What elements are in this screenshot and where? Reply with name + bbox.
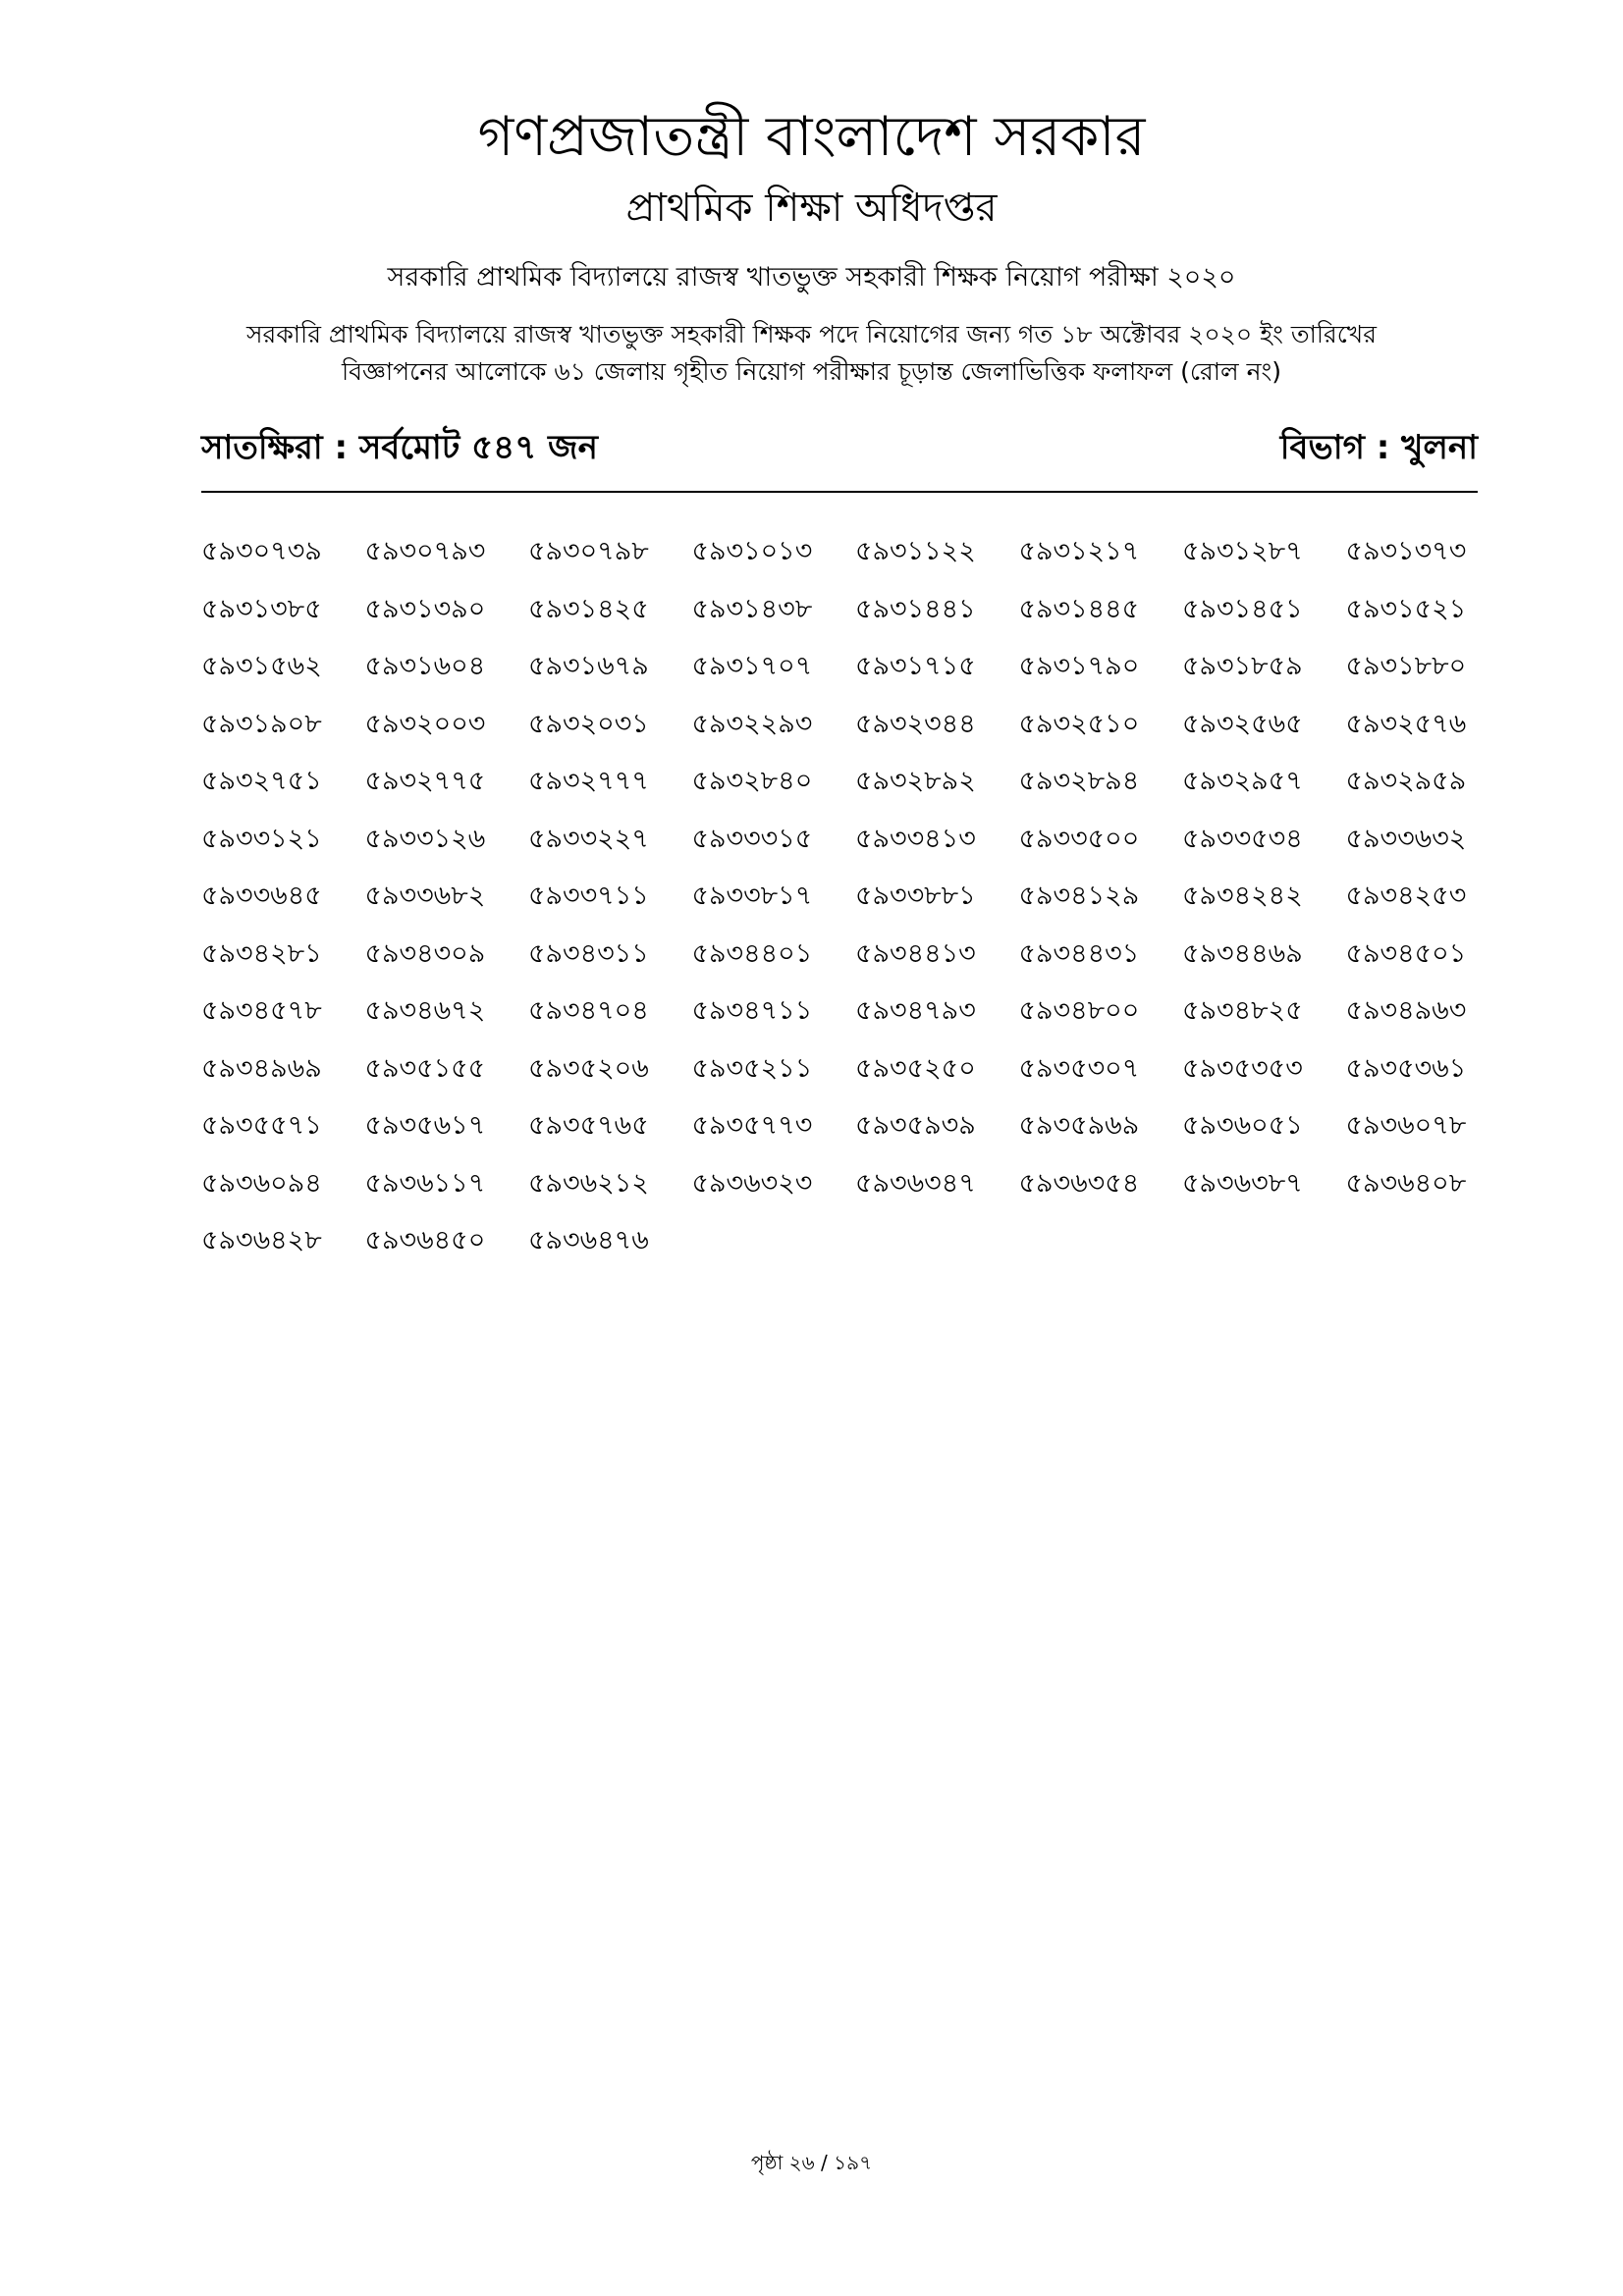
roll-number: ৫৯৩৪২৪২ <box>1182 881 1303 911</box>
division-heading: বিভাগ : খুলনা <box>1279 428 1478 467</box>
roll-number: ৫৯৩৬৪০৮ <box>1345 1167 1467 1199</box>
district-heading: সাতক্ষিরা : সর্বমোট ৫৪৭ জন <box>201 428 598 467</box>
roll-number: ৫৯৩৫৩৬১ <box>1345 1052 1467 1084</box>
roll-number: ৫৯৩২৫১০ <box>1018 708 1140 739</box>
page-title: গণপ্রজাতন্ত্রী বাংলাদেশ সরকার <box>477 105 1146 169</box>
roll-number: ৫৯৩৬১১৭ <box>364 1167 486 1199</box>
roll-number: ৫৯৩২৮৯৪ <box>1018 766 1140 796</box>
roll-number: ৫৯৩৪২৫৩ <box>1345 881 1467 911</box>
roll-number: ৫৯৩১৬৭৯ <box>528 651 649 681</box>
roll-number: ৫৯৩৫৯৬৯ <box>1018 1110 1140 1141</box>
roll-number: ৫৯৩৬৩৪৭ <box>855 1167 976 1199</box>
roll-number: ৫৯৩৫৩৫৩ <box>1182 1052 1303 1084</box>
roll-number: ৫৯৩৩২২৭ <box>528 823 649 854</box>
roll-number: ৫৯৩১৪৪১ <box>855 593 976 624</box>
roll-number: ৫৯৩৬৪৫০ <box>364 1225 486 1255</box>
roll-number: ৫৯৩৪৫০১ <box>1345 937 1467 969</box>
roll-number: ৫৯৩৪৪৩১ <box>1018 937 1140 969</box>
roll-number: ৫৯৩৫৫৭১ <box>201 1110 322 1141</box>
roll-number: ৫৯৩০৭৩৯ <box>201 536 322 566</box>
department-name: প্রাথমিক শিক্ষা অধিদপ্তর <box>625 186 998 231</box>
roll-number: ৫৯৩১৩৭৩ <box>1345 536 1467 566</box>
roll-number: ৫৯৩১৪৫১ <box>1182 593 1303 624</box>
roll-number: ৫৯৩৪৯৬৯ <box>201 1052 322 1084</box>
roll-number: ৫৯৩১৪৩৮ <box>691 593 813 624</box>
roll-number: ৫৯৩৬৪২৮ <box>201 1225 322 1255</box>
roll-number: ৫৯৩৪২৮১ <box>201 937 322 969</box>
roll-number: ৫৯৩২০৩১ <box>528 708 649 739</box>
roll-number: ৫৯৩১৪২৫ <box>528 593 649 624</box>
roll-number: ৫৯৩৫৭৬৫ <box>528 1110 649 1141</box>
roll-number: ৫৯৩১১২২ <box>855 536 976 566</box>
roll-number: ৫৯৩১০১৩ <box>691 536 813 566</box>
roll-number: ৫৯৩৬৪৭৬ <box>528 1225 649 1255</box>
roll-number: ৫৯৩৩৫৩৪ <box>1182 823 1303 854</box>
roll-number: ৫৯৩৩১২৬ <box>364 823 486 854</box>
description-line-2: বিজ্ঞাপনের আলোকে ৬১ জেলায় গৃহীত নিয়োগ পরীক্ষার চূড়ান্ত জেলাভিত্তিক ফলাফল (রোল নং) <box>341 357 1282 386</box>
roll-number: ৫৯৩৪৮২৫ <box>1182 995 1303 1026</box>
roll-number: ৫৯৩৪৩০৯ <box>364 937 486 969</box>
roll-number: ৫৯৩৪৯৬৩ <box>1345 995 1467 1026</box>
roll-number: ৫৯৩৩৪১৩ <box>855 823 976 854</box>
roll-number: ৫৯৩২৮৯২ <box>855 766 976 796</box>
roll-number: ৫৯৩৪৪১৩ <box>855 937 976 969</box>
roll-number: ৫৯৩৫৭৭৩ <box>691 1110 813 1141</box>
roll-number: ৫৯৩৩৬৩২ <box>1345 823 1467 854</box>
roll-number: ৫৯৩৪১২৯ <box>1018 881 1140 911</box>
header-divider <box>201 491 1478 493</box>
roll-number: ৫৯৩৬২১২ <box>528 1167 649 1199</box>
description-line-1: সরকারি প্রাথমিক বিদ্যালয়ে রাজস্ব খাতভুক্ত সহকারী শিক্ষক পদে নিয়োগের জন্য গত ১৮ অক্টোবর ২০২০ ইং তারিখের <box>246 320 1377 348</box>
roll-number: ৫৯৩৬৩২৩ <box>691 1167 813 1199</box>
roll-number: ৫৯৩১৫২১ <box>1345 593 1467 624</box>
roll-number: ৫৯৩৫৬১৭ <box>364 1110 486 1141</box>
roll-number: ৫৯৩২২৯৩ <box>691 708 813 739</box>
roll-number: ৫৯৩৫১৫৫ <box>364 1052 486 1084</box>
roll-number: ৫৯৩১৭০৭ <box>691 651 813 681</box>
roll-number: ৫৯৩২৮৪০ <box>691 766 813 796</box>
roll-number: ৫৯৩৫৯৩৯ <box>855 1110 976 1141</box>
roll-number: ৫৯৩০৭৯৩ <box>364 536 486 566</box>
roll-number: ৫৯৩৩৩১৫ <box>691 823 813 854</box>
notice-description <box>137 316 1486 391</box>
roll-number: ৫৯৩২৯৫৭ <box>1182 766 1303 796</box>
roll-number: ৫৯৩১৩৮৫ <box>201 593 322 624</box>
roll-number: ৫৯৩১২১৭ <box>1018 536 1140 566</box>
roll-number: ৫৯৩২৫৬৫ <box>1182 708 1303 739</box>
roll-number: ৫৯৩২৭৫১ <box>201 766 322 796</box>
roll-number: ৫৯৩১৭১৫ <box>855 651 976 681</box>
roll-number: ৫৯৩১৭৯০ <box>1018 651 1140 681</box>
roll-number: ৫৯৩৬০৭৮ <box>1345 1110 1467 1141</box>
roll-number: ৫৯৩৩৭১১ <box>528 881 649 911</box>
roll-number: ৫৯৩১৮৮০ <box>1345 651 1467 681</box>
roll-number: ৫৯৩৪৬৭২ <box>364 995 486 1026</box>
roll-number: ৫৯৩৪৩১১ <box>528 937 649 969</box>
roll-number: ৫৯৩২৯৫৯ <box>1345 766 1467 796</box>
roll-number: ৫৯৩২৭৭৫ <box>364 766 486 796</box>
roll-number: ৫৯৩১৮৫৯ <box>1182 651 1303 681</box>
roll-number: ৫৯৩১৪৪৫ <box>1018 593 1140 624</box>
roll-number: ৫৯৩৩১২১ <box>201 823 322 854</box>
roll-number: ৫৯৩৩৮১৭ <box>691 881 813 911</box>
roll-number: ৫৯৩৬৩৮৭ <box>1182 1167 1303 1199</box>
roll-number: ৫৯৩৬০৯৪ <box>201 1167 322 1199</box>
roll-number: ৫৯৩৩৬৮২ <box>364 881 486 911</box>
roll-number: ৫৯৩২০০৩ <box>364 708 486 739</box>
roll-number: ৫৯৩৪৭০৪ <box>528 995 649 1026</box>
roll-number: ৫৯৩১২৮৭ <box>1182 536 1303 566</box>
roll-number: ৫৯৩১৩৯০ <box>364 593 486 624</box>
roll-number: ৫৯৩৪৭৯৩ <box>855 995 976 1026</box>
roll-number: ৫৯৩৫২৫০ <box>855 1052 976 1084</box>
roll-number: ৫৯৩৩৬৪৫ <box>201 881 322 911</box>
roll-number: ৫৯৩৩৫০০ <box>1018 823 1140 854</box>
roll-number: ৫৯৩৪৪৬৯ <box>1182 937 1303 969</box>
roll-number: ৫৯৩২৫৭৬ <box>1345 708 1467 739</box>
page-number: পৃষ্ঠা ২৬ / ১৯৭ <box>750 2151 873 2174</box>
roll-number: ৫৯৩০৭৯৮ <box>528 536 649 566</box>
roll-number: ৫৯৩২৭৭৭ <box>528 766 649 796</box>
roll-number: ৫৯৩৪৪০১ <box>691 937 813 969</box>
roll-number: ৫৯৩৩৮৮১ <box>855 881 976 911</box>
roll-number: ৫৯৩৪৮০০ <box>1018 995 1140 1026</box>
exam-title: সরকারি প্রাথমিক বিদ্যালয়ে রাজস্ব খাতভুক্ত সহকারী শিক্ষক নিয়োগ পরীক্ষা ২০২০ <box>387 262 1236 293</box>
roll-number: ৫৯৩৫৩০৭ <box>1018 1052 1140 1084</box>
roll-number: ৫৯৩৬০৫১ <box>1182 1110 1303 1141</box>
roll-number: ৫৯৩৫২১১ <box>691 1052 813 1084</box>
roll-number: ৫৯৩৪৫৭৮ <box>201 995 322 1026</box>
roll-number: ৫৯৩৪৭১১ <box>691 995 813 1026</box>
roll-number: ৫৯৩১৯০৮ <box>201 708 322 739</box>
roll-number-grid <box>201 530 1507 1277</box>
roll-number: ৫৯৩৬৩৫৪ <box>1018 1167 1140 1199</box>
roll-number: ৫৯৩৫২০৬ <box>528 1052 649 1084</box>
roll-number: ৫৯৩১৫৬২ <box>201 651 322 681</box>
roll-number: ৫৯৩২৩৪৪ <box>855 708 976 739</box>
roll-number: ৫৯৩১৬০৪ <box>364 651 486 681</box>
